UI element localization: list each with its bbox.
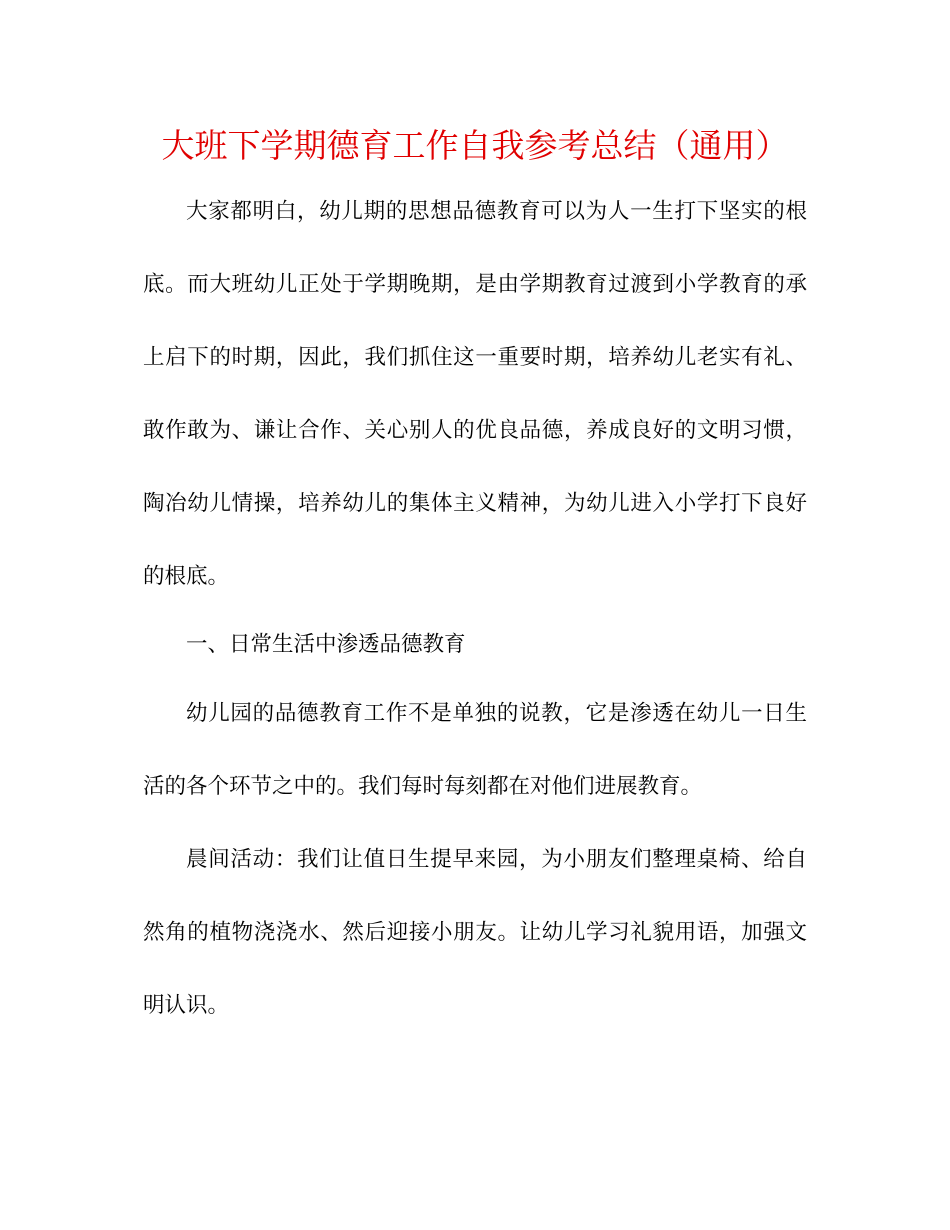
section-heading: 一、日常生活中渗透品德教育 (186, 632, 466, 657)
document-title: 大班下学期德育工作自我参考总结（通用） (161, 126, 789, 165)
paragraph-morning-activity: 晨间活动：我们让值日生提早来园，为小朋友们整理桌椅、给自然角的植物浇浇水、然后迎接小朋友。让幼儿学习礼貌用语，加强文明认识。 (143, 847, 807, 1018)
paragraph-intro: 大家都明白，幼儿期的思想品德教育可以为人一生打下坚实的根底。而大班幼儿正处于学期晚期，是由学期教育过渡到小学教育的承上启下的时期，因此，我们抓住这一重要时期，培养幼儿老实有礼、敢作敢为、谦让合作、关心别人的优良品德，养成良好的文明习惯，陶冶幼儿情操，培养幼儿的集体主义精神，为幼儿进入小学打下良好的根底。 (143, 199, 807, 589)
document-body (143, 175, 807, 1042)
paragraph-daily-life: 幼儿园的品德教育工作不是单独的说教，它是渗透在幼儿一日生活的各个环节之中的。我们每时每刻都在对他们进展教育。 (143, 701, 807, 799)
